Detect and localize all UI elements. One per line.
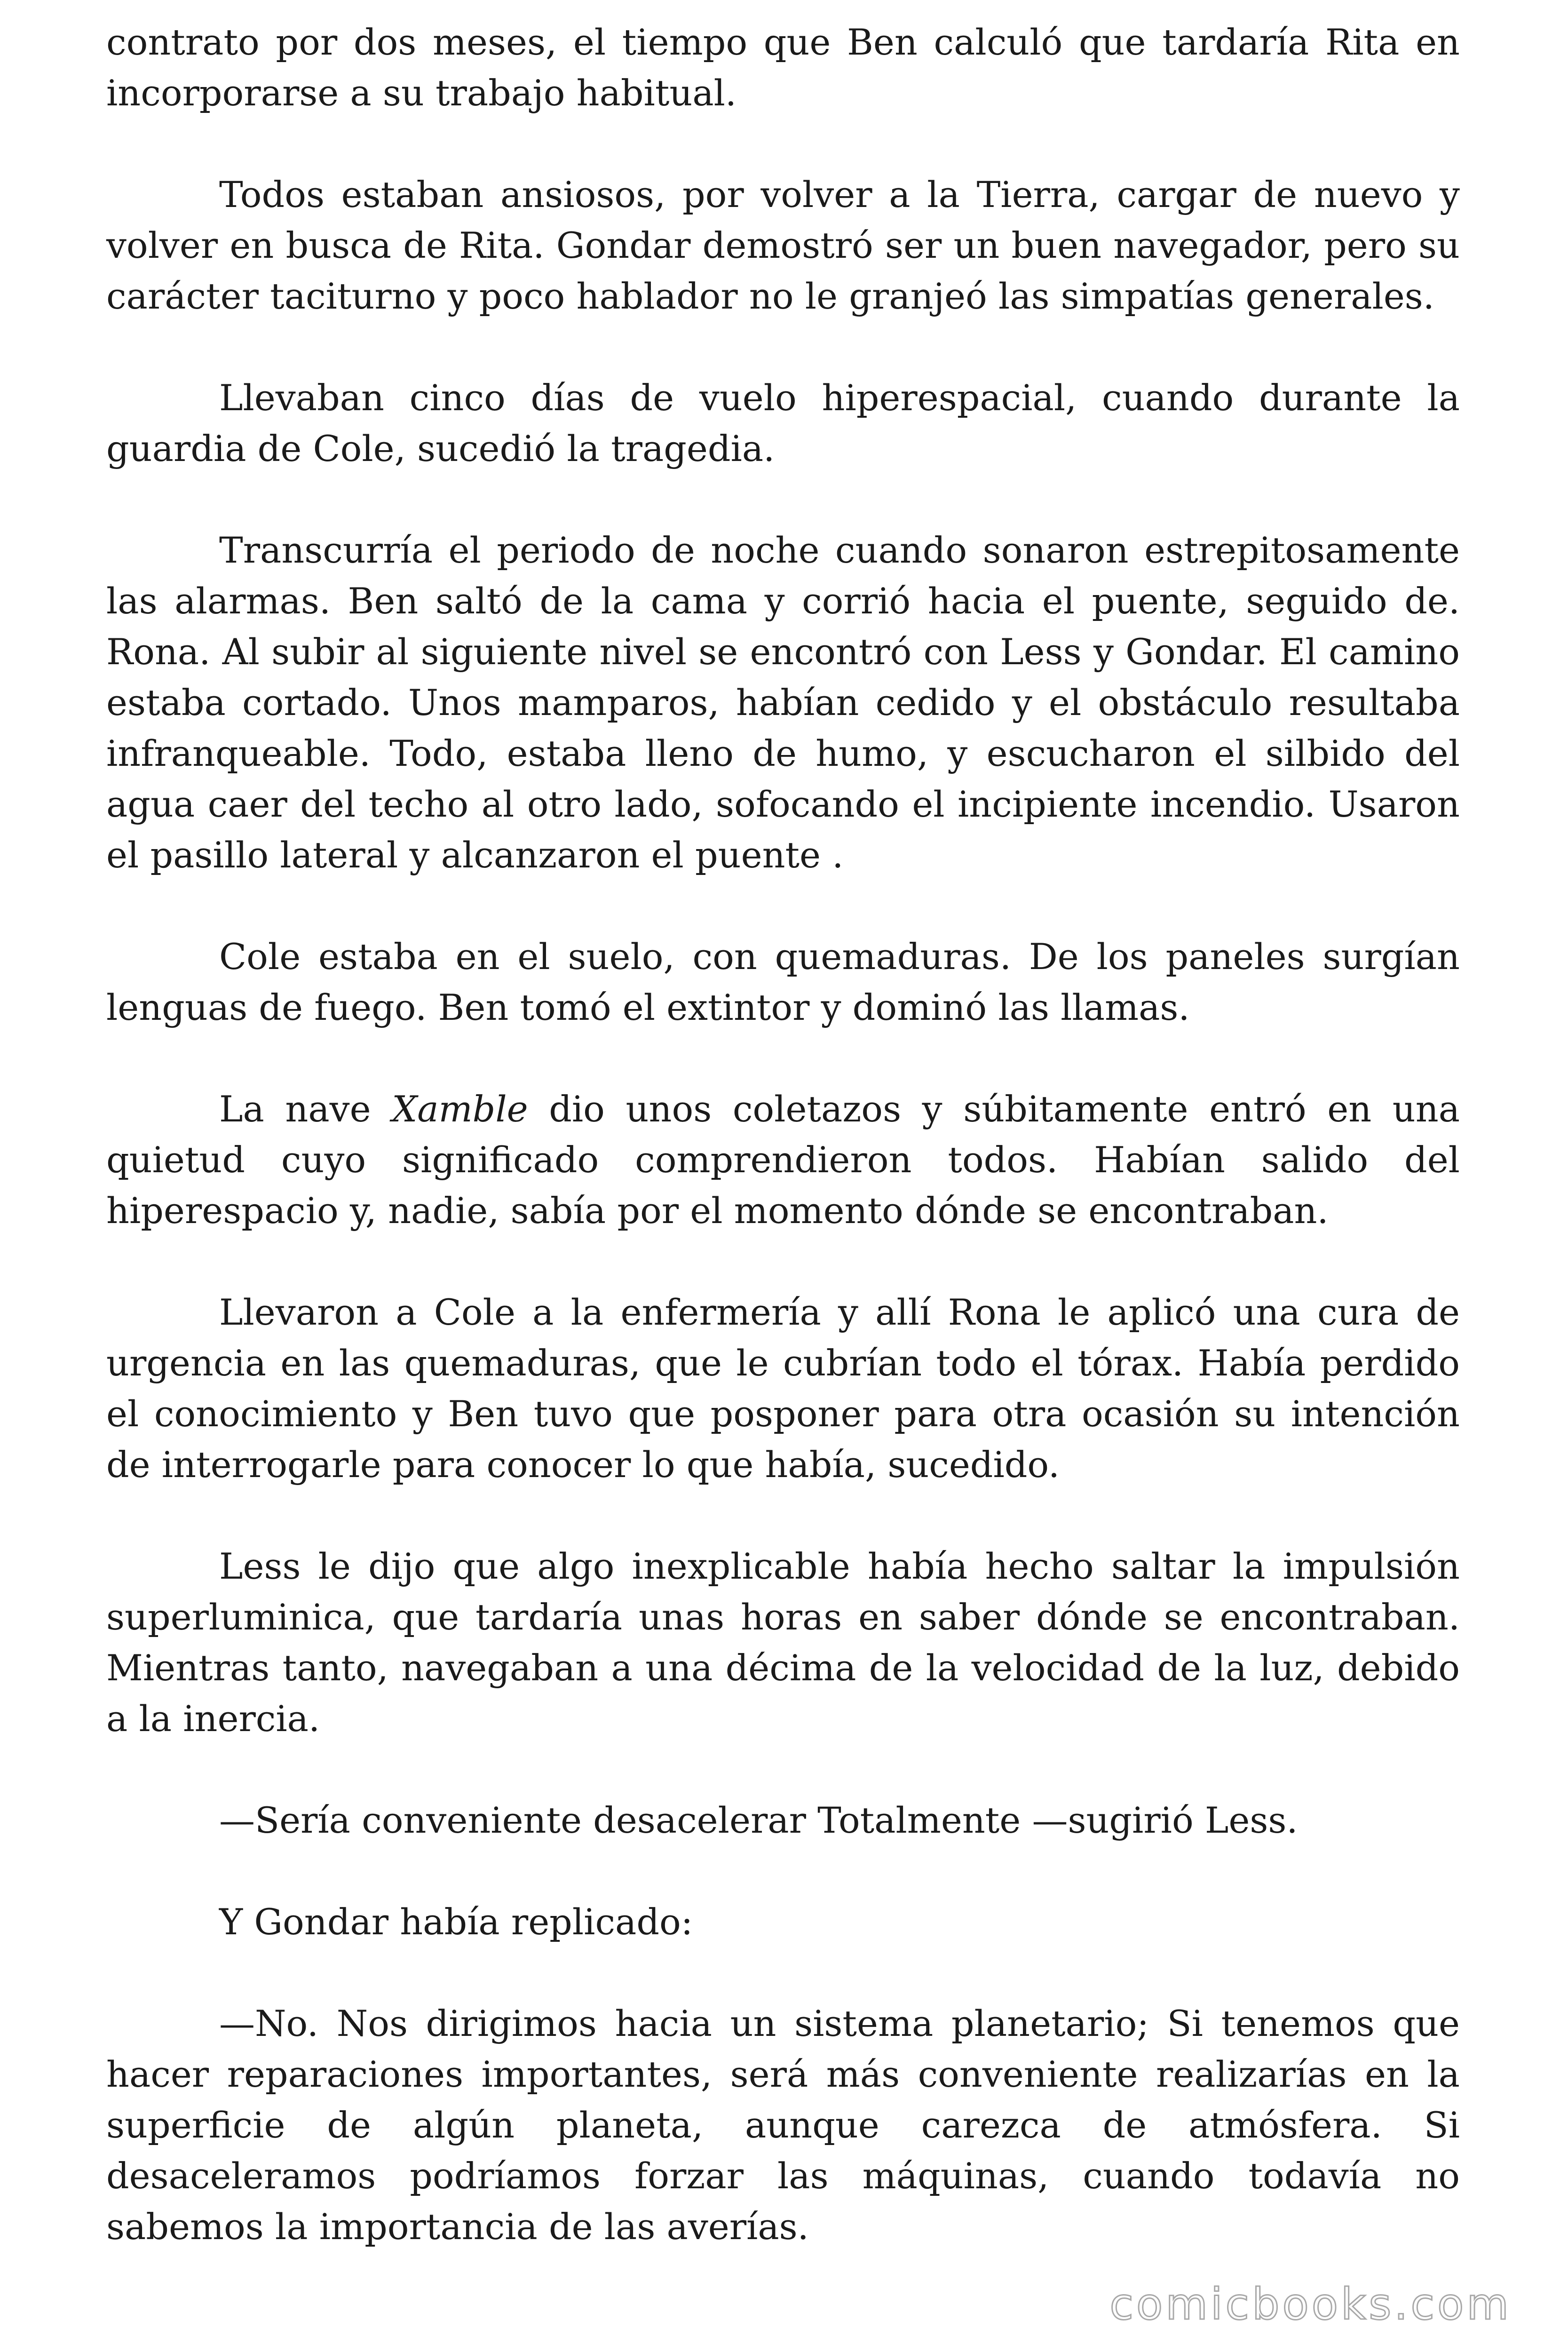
paragraph-11: —No. Nos dirigimos hacia un sistema planetario; Si tenemos que hacer reparaciones importantes, será más conveniente realizarías en la superficie de algún planeta, aunque carezca de atmósfera. Si desaceleramos podríamos forzar las máquinas, cuando todavía no sabemos la importancia de las averías. (106, 2002, 1460, 2248)
paragraph-9: —Sería conveniente desacelerar Totalmente —sugirió Less. (219, 1799, 1298, 1841)
paragraph-3: Llevaban cinco días de vuelo hiperespacial, cuando durante la guardia de Cole, sucedió la tragedia. (106, 377, 1460, 469)
ship-name: Xamble (392, 1088, 528, 1130)
paragraph-7: Llevaron a Cole a la enfermería y allí Rona le aplicó una cura de urgencia en las quemaduras, que le cubrían todo el tórax. Había perdido el conocimiento y Ben tuvo que posponer para otra ocasión su intención de interrogarle para conocer lo que había, sucedido. (106, 1291, 1460, 1486)
page-body (106, 17, 1460, 2252)
paragraph-6-lead: La nave (219, 1088, 392, 1130)
paragraph-6-rest: dio unos coletazos y súbitamente entró en una quietud cuyo significado comprendieron todos. Habían salido del hiperespacio y, nadie, sabía por el momento dónde se encontraban. (106, 1088, 1460, 1232)
paragraph-4: Transcurría el periodo de noche cuando sonaron estrepitosamente las alarmas. Ben saltó de la cama y corrió hacia el puente, seguido de. Rona. Al subir al siguiente nivel se encontró con Less y Gondar. El camino estaba cortado. Unos mamparos, habían cedido y el obstáculo resultaba infranqueable. Todo, estaba lleno de humo, y escucharon el silbido del agua caer del techo al otro lado, sofocando el incipiente incendio. Usaron el pasillo lateral y alcanzaron el puente . (106, 529, 1460, 876)
paragraph-8: Less le dijo que algo inexplicable había hecho saltar la impulsión superluminica, que tardaría unas horas en saber dónde se encontraban. Mientras tanto, navegaban a una décima de la velocidad de la luz, debido a la inercia. (106, 1545, 1460, 1740)
paragraph-5: Cole estaba en el suelo, con quemaduras. De los paneles surgían lenguas de fuego. Ben tomó el extintor y dominó las llamas. (106, 936, 1460, 1028)
paragraph-10: Y Gondar había replicado: (219, 1901, 693, 1943)
watermark: comicbooks.com (1109, 2279, 1512, 2329)
paragraph-6 (106, 1084, 1460, 1236)
paragraph-2: Todos estaban ansiosos, por volver a la Tierra, cargar de nuevo y volver en busca de Rita. Gondar demostró ser un buen navegador, pero su carácter taciturno y poco hablador no le granjeó las simpatías generales. (106, 174, 1460, 317)
paragraph-1: contrato por dos meses, el tiempo que Ben calculó que tardaría Rita en incorporarse a su trabajo habitual. (106, 21, 1460, 114)
